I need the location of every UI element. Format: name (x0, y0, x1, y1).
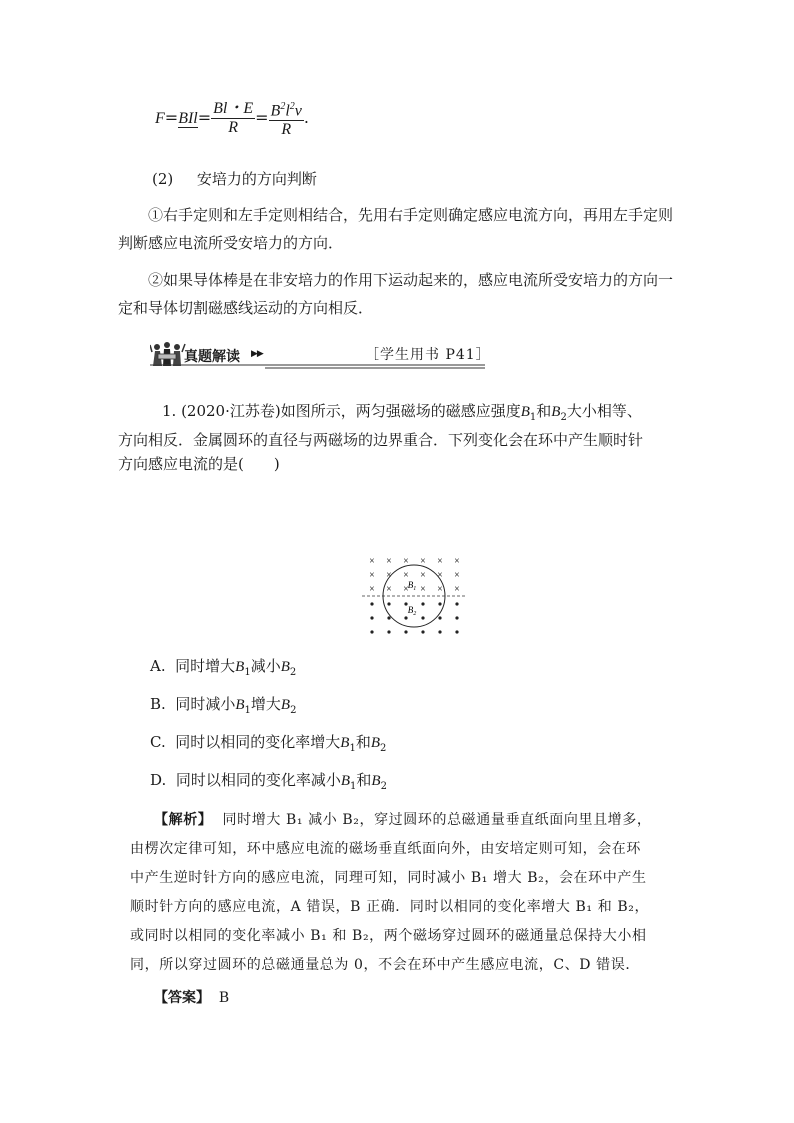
cross-mark: × (369, 584, 375, 595)
label-b1: $B_1$ (407, 580, 417, 592)
analysis-line-1: 【解析】 同时增大 B₁ 减小 B₂，穿过圆环的总磁通量垂直纸面向里且增多， (154, 812, 652, 828)
dot-mark (455, 602, 458, 605)
dot-mark (387, 630, 390, 633)
analysis-line-6: 同，所以穿过圆环的总磁通量总为 0，不会在环中产生感应电流，C、D 错误． (130, 957, 640, 973)
dot-mark (370, 602, 373, 605)
cross-mark: × (369, 570, 375, 581)
formula-lhs: F (155, 110, 165, 128)
cross-mark: × (403, 584, 409, 595)
analysis-line-5: 或同时以相同的变化率减小 B₁ 和 B₂，两个磁场穿过圆环的磁通量总保持大小相 (130, 928, 647, 944)
dot-mark (387, 616, 390, 619)
analysis-line-2: 由楞次定律可知，环中感应电流的磁场垂直纸面向外，由安培定则可知，会在环 (130, 841, 641, 857)
dot-mark (404, 616, 407, 619)
cross-mark: × (454, 556, 460, 567)
section-number: (2) (152, 170, 174, 188)
cross-mark: × (369, 556, 375, 567)
figure-svg (362, 552, 467, 642)
question-line-1: 1. (2020·江苏卷)如图所示，两匀强磁场的磁感应强度$B_1$和$B_2$大小相等、 (162, 402, 642, 423)
dot-mark (421, 630, 424, 633)
question-line-2: 方向相反．金属圆环的直径与两磁场的边界重合．下列变化会在环中产生顺时针 (118, 431, 644, 449)
formula: F=BIl= $\frac{Bl・E}{R}$ = $\frac{B^2l^2v}{R}$ . (155, 98, 309, 139)
banner-underline (150, 364, 485, 370)
answer-line (154, 987, 229, 1007)
analysis-label: 【解析】 (154, 812, 213, 828)
dot-mark (438, 616, 441, 619)
formula-fraction-2: $\frac{B^2l^2v}{R}$ (269, 98, 304, 139)
section-heading (152, 168, 317, 189)
formula-eq: = (164, 108, 179, 128)
analysis-line-4: 顺时针方向的感应电流，A 错误，B 正确．同时以相同的变化率增大 B₁ 和 B₂， (130, 899, 650, 915)
point-1-paragraph: ①右手定则和左手定则相结合，先用右手定则确定感应电流方向，再用左手定则判断感应电流所受安培力的方向． (118, 206, 674, 252)
formula-fraction-1: $\frac{Bl・E}{R}$ (213, 100, 254, 137)
label-b2: $B_2$ (407, 605, 417, 617)
cross-mark: × (437, 584, 443, 595)
section-banner (150, 340, 491, 370)
option-a[interactable]: A. 同时增大$B_1$减小$B_2$ (150, 657, 297, 678)
dot-mark (370, 630, 373, 633)
analysis-line-3: 中产生逆时针方向的感应电流，同理可知，同时减小 B₁ 增大 B₂，会在环中产生 (130, 870, 647, 886)
cross-mark: × (420, 556, 426, 567)
section-title: 安培力的方向判断 (196, 170, 317, 188)
answer-value: B (218, 990, 230, 1006)
dot-mark (387, 602, 390, 605)
cross-mark: × (403, 556, 409, 567)
dot-mark (404, 630, 407, 633)
banner-title: 真题解读 (184, 349, 240, 365)
banner-arrows: ▶▶ (251, 349, 263, 359)
option-d[interactable]: D. 同时以相同的变化率减小$B_1$和$B_2$ (150, 771, 387, 792)
dot-mark (455, 630, 458, 633)
dot-mark (438, 630, 441, 633)
option-c[interactable]: C. 同时以相同的变化率增大$B_1$和$B_2$ (150, 733, 387, 754)
question-line-3: 方向感应电流的是( ) (118, 455, 280, 473)
banner-reference: ［学生用书 P41］ (365, 347, 491, 363)
dot-mark (438, 602, 441, 605)
cross-mark: × (386, 570, 392, 581)
dot-mark (455, 616, 458, 619)
cross-mark: × (386, 584, 392, 595)
cross-mark: × (454, 584, 460, 595)
cross-mark: × (437, 570, 443, 581)
option-b[interactable]: B. 同时减小$B_1$增大$B_2$ (150, 695, 297, 716)
cross-mark: × (454, 570, 460, 581)
magnetic-field-figure (362, 552, 467, 642)
cross-mark: × (420, 570, 426, 581)
point-2-paragraph: ②如果导体棒是在非安培力的作用下运动起来的，感应电流所受安培力的方向一定和导体切割磁感线运动的方向相反． (118, 271, 674, 317)
dot-mark (421, 616, 424, 619)
cross-mark: × (386, 556, 392, 567)
cross-mark: × (420, 584, 426, 595)
analysis-block (130, 806, 675, 980)
answer-label: 【答案】 (154, 990, 210, 1006)
formula-bil: BIl (178, 110, 198, 128)
dot-mark (370, 616, 373, 619)
cross-mark: × (437, 556, 443, 567)
dot-mark (421, 602, 424, 605)
cross-mark: × (403, 570, 409, 581)
